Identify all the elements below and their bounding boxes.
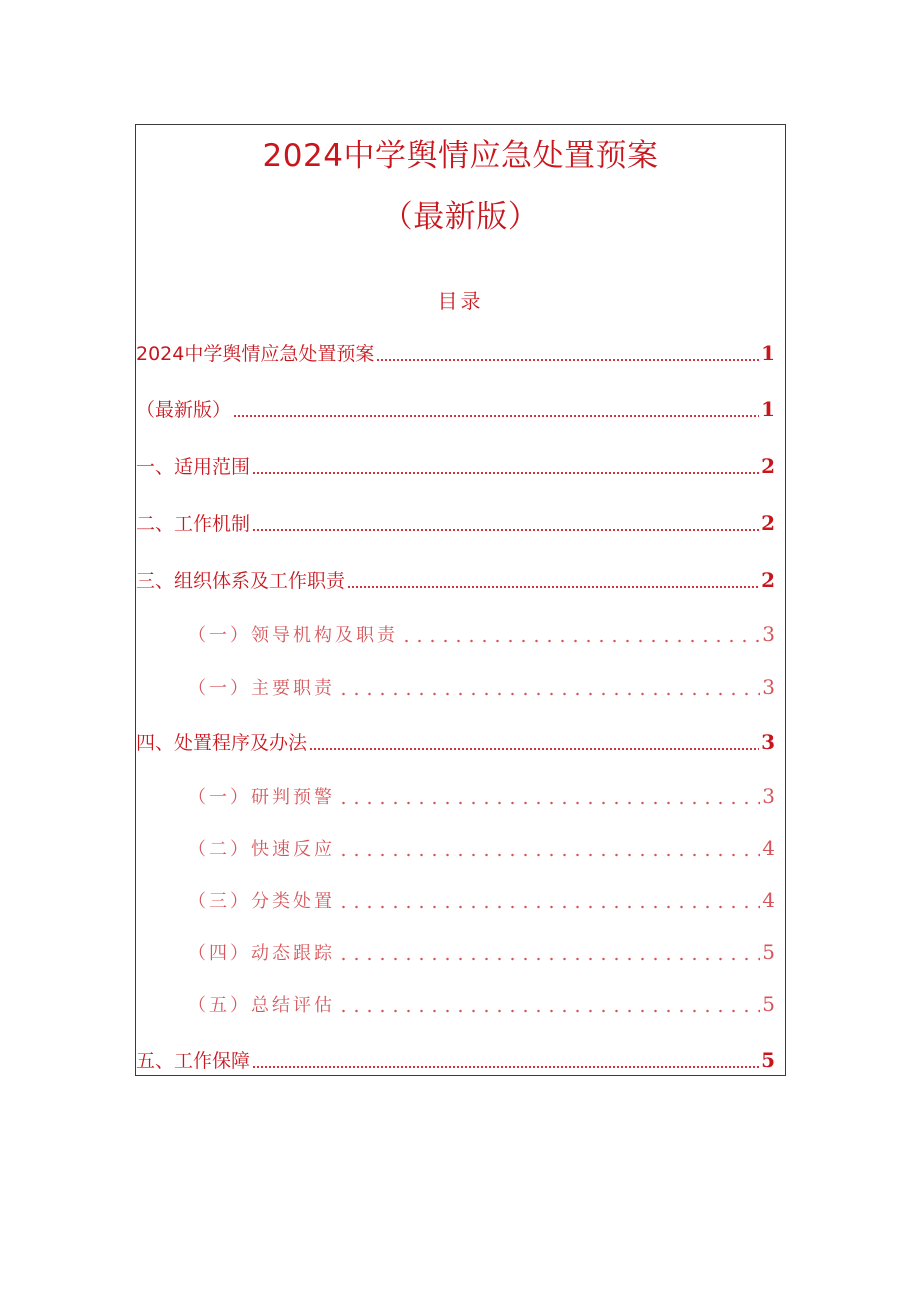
toc-subentry[interactable] (136, 939, 775, 965)
toc-entry[interactable] (136, 509, 775, 536)
toc-entry-text: （五）总结评估 (188, 995, 335, 1016)
toc-entry-text: （三）分类处置 (188, 891, 335, 912)
document-subtitle: （最新版） (381, 199, 540, 235)
toc-entry-text: （一）主要职责 (188, 678, 335, 699)
toc-page-number: 5 (762, 992, 775, 1016)
toc-entry[interactable] (136, 1046, 775, 1073)
toc-subentry[interactable] (136, 674, 775, 700)
toc-list (136, 125, 785, 1075)
toc-entry-text: 二、工作机制 (136, 513, 251, 535)
toc-leader-dots (337, 993, 760, 1013)
toc-page-number: 4 (762, 888, 775, 912)
toc-page-number: 4 (762, 836, 775, 860)
toc-leader-dots (252, 1048, 759, 1069)
toc-entry[interactable] (136, 728, 775, 755)
toc-entry-text: （一）研判预警 (188, 787, 335, 808)
toc-page-number: 3 (762, 675, 775, 699)
toc-entry-text: 四、处置程序及办法 (136, 732, 308, 754)
toc-subentry[interactable] (136, 783, 775, 809)
toc-page-number: 3 (762, 622, 775, 646)
toc-leader-dots (347, 568, 759, 589)
toc-leader-dots (337, 785, 760, 805)
toc-entry-text: 五、工作保障 (136, 1050, 251, 1072)
toc-page-number: 1 (761, 341, 775, 365)
toc-page-number: 2 (761, 511, 775, 535)
toc-leader-dots (337, 676, 760, 696)
toc-page-number: 3 (762, 784, 775, 808)
toc-leader-dots (376, 341, 759, 362)
toc-leader-dots (337, 889, 760, 909)
toc-leader-dots (400, 623, 760, 643)
toc-page-number: 3 (761, 730, 775, 754)
toc-subentry[interactable] (136, 621, 775, 647)
toc-entry-text: （四）动态跟踪 (188, 943, 335, 964)
toc-entry-text: 一、适用范围 (136, 456, 251, 478)
toc-entry[interactable] (136, 566, 775, 593)
toc-leader-dots (337, 837, 760, 857)
toc-leader-dots (337, 941, 760, 961)
toc-entry-text: （最新版） (136, 399, 232, 421)
toc-entry-text: 2024中学舆情应急处置预案 (136, 343, 375, 365)
toc-subentry[interactable] (136, 835, 775, 861)
toc-leader-dots (252, 454, 759, 475)
document-frame (135, 124, 786, 1076)
toc-page-number: 2 (761, 568, 775, 592)
toc-subentry[interactable] (136, 887, 775, 913)
toc-page-number: 5 (761, 1048, 775, 1072)
toc-page-number: 1 (761, 397, 775, 421)
toc-entry[interactable] (136, 395, 775, 422)
toc-entry-text: （二）快速反应 (188, 839, 335, 860)
toc-entry[interactable] (136, 339, 775, 366)
toc-entry-text: （一）领导机构及职责 (188, 625, 398, 646)
toc-entry-text: 三、组织体系及工作职责 (136, 570, 346, 592)
toc-heading: 目录 (437, 289, 484, 313)
toc-page-number: 5 (762, 940, 775, 964)
toc-leader-dots (233, 397, 759, 418)
toc-leader-dots (309, 730, 759, 751)
toc-entry[interactable] (136, 452, 775, 479)
toc-subentry[interactable] (136, 991, 775, 1017)
toc-page-number: 2 (761, 454, 775, 478)
document-title: 2024中学舆情应急处置预案 (262, 138, 659, 174)
toc-leader-dots (252, 511, 759, 532)
